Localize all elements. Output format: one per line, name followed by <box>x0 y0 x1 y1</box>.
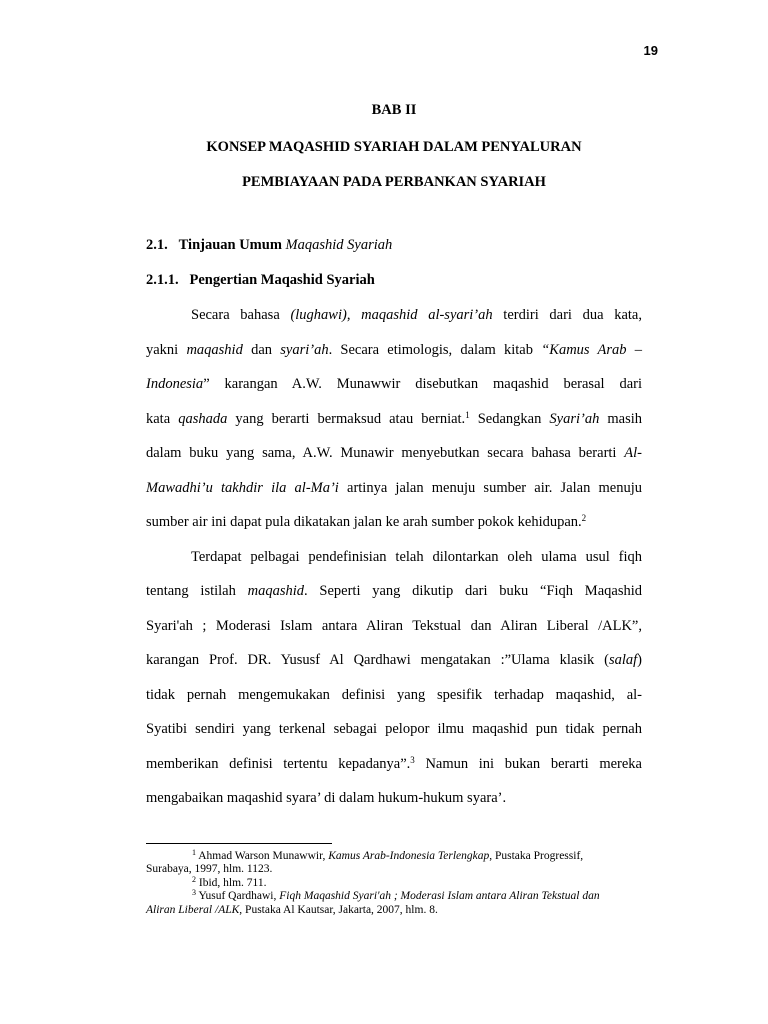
chapter-title-line1: KONSEP MAQASHID SYARIAH DALAM PENYALURAN <box>206 139 582 155</box>
footnote-1: $^1$ Ahmad Warson Munawwir, Kamus Arab-Indonesia Terlengkap, Pustaka Progressif, Surabaya, 1997, hlm. 1123. <box>146 848 584 876</box>
subsection-text: Pengertian Maqashid Syariah <box>189 272 375 288</box>
paragraph1-line: Indonesia” karangan A.W. Munawwir disebutkan maqashid berasal dari <box>146 376 642 392</box>
chapter-title-line2: PEMBIAYAAN PADA PERBANKAN SYARIAH <box>242 174 546 190</box>
page-number: 19 <box>643 43 658 58</box>
paragraph2-line: mengabaikan maqashid syara’ di dalam hukum-hukum syara’. <box>146 790 507 806</box>
paragraph1-line: sumber air ini dapat pula dikatakan jalan ke arah sumber pokok kehidupan.$^2$ <box>146 513 587 530</box>
paragraph1-line: yakni maqashid dan syari’ah. Secara etimologis, dalam kitab “Kamus Arab – <box>146 341 643 358</box>
paragraph2-line: karangan Prof. DR. Yususf Al Qardhawi mengatakan :”Ulama klasik (salaf) <box>146 652 642 668</box>
section-number: 2.1. <box>146 237 168 253</box>
paragraph2-line: Syatibi sendiri yang terkenal sebagai pelopor ilmu maqashid pun tidak pernah <box>146 721 642 737</box>
footnote-ref-1: 1 <box>465 409 470 420</box>
subsection-number: 2.1.1. <box>146 272 179 288</box>
paragraph2-line: tidak pernah mengemukakan definisi yang spesifik terhadap maqashid, al- <box>146 686 642 703</box>
chapter-label: BAB II <box>371 102 417 118</box>
section-italic: Maqashid Syariah <box>285 237 393 253</box>
paragraph2-line: tentang istilah maqashid. Seperti yang dikutip dari buku “Fiqh Maqashid <box>146 583 642 599</box>
paragraph1-line: kata qashada yang berarti bermaksud atau berniat.$^1$ Sedangkan Syari’ah masih <box>146 409 642 427</box>
footnote-2: $^2$ Ibid, hlm. 711. <box>192 874 267 889</box>
footnote-ref-3: 3 <box>410 754 415 765</box>
paragraph1-line: Secara bahasa (lughawi), maqashid al-syari’ah terdiri dari dua kata, <box>191 307 642 323</box>
subsection-heading <box>146 272 375 289</box>
body-text <box>146 298 642 816</box>
section-text: Tinjauan Umum <box>178 237 286 253</box>
paragraph1-line: Mawadhi’u takhdir ila al-Ma’i artinya jalan menuju sumber air. Jalan menuju <box>146 479 642 496</box>
paragraph2-line: memberikan definisi tertentu kepadanya”.$^3$ Namun ini bukan berarti mereka <box>146 754 642 772</box>
paragraph2-line: Terdapat pelbagai pendefinisian telah dilontarkan oleh ulama usul fiqh <box>191 548 642 565</box>
footnote-ref-2: 2 <box>581 513 587 523</box>
paragraph2-line: Syari'ah ; Moderasi Islam antara Aliran Tekstual dan Aliran Liberal /ALK”, <box>146 617 642 634</box>
paragraph1-line: dalam buku yang sama, A.W. Munawir menyebutkan secara bahasa berarti Al- <box>146 445 642 461</box>
footnote-separator <box>146 843 332 844</box>
footnote-3: $^3$ Yusuf Qardhawi, Fiqh Maqashid Syari'ah ; Moderasi Islam antara Aliran Tekstual dan Aliran Liberal /ALK, Pustaka Al Kautsar, Jakarta, 2007, hlm. 8. <box>146 888 600 916</box>
section-heading <box>146 237 392 254</box>
footnotes <box>146 850 658 917</box>
